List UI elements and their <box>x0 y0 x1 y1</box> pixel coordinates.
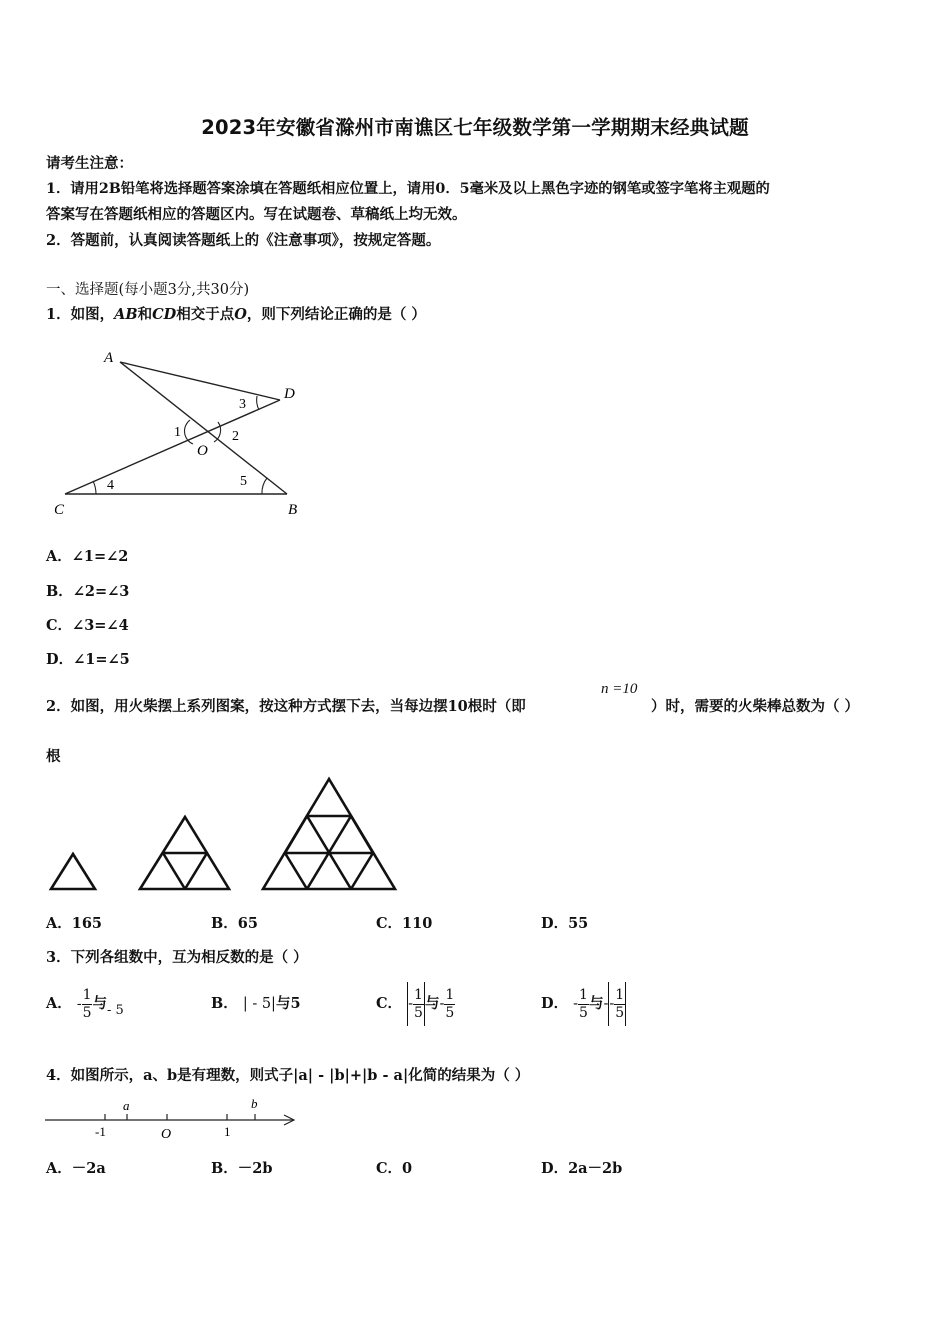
label-A: A <box>104 350 114 366</box>
triangle-size-1 <box>51 854 95 889</box>
triangle-size-3-inner <box>285 816 373 889</box>
question-2-stem-a: 2．如图，用火柴摆上系列图案，按这种方式摆下去，当每边摆10根时（即 <box>46 698 526 715</box>
label-B: B <box>288 502 298 518</box>
notice-line-1: 1．请用2B铅笔将选择题答案涂填在答题纸相应位置上，请用0．5毫米及以上黑色字迹的钢笔或签字笔将主观题的 <box>46 181 770 197</box>
label-D: D <box>284 386 295 402</box>
q3-option-d[interactable]: D． - $\frac{1}{5}$ 与-- $\frac{1}{5}$ <box>541 982 626 1026</box>
question-2-stem-c: 根 <box>46 748 61 765</box>
matchstick-triangles-figure <box>40 772 410 897</box>
line-CD <box>65 400 280 494</box>
label-b: b <box>251 1096 258 1111</box>
q4-option-b[interactable]: B．－2b <box>211 1160 273 1177</box>
number-line-figure <box>40 1092 310 1144</box>
label-angle-5: 5 <box>240 474 247 489</box>
label-O: O <box>197 443 208 459</box>
question-3-stem: 3．下列各组数中，互为相反数的是（ ） <box>46 949 308 966</box>
label-angle-3: 3 <box>239 397 246 412</box>
question-2-stem-b: ）时，需要的火柴棒总数为（ ） <box>651 698 860 715</box>
q1-option-b[interactable]: B．∠2=∠3 <box>46 583 130 600</box>
notice-line-3: 2．答题前，认真阅读答题纸上的《注意事项》，按规定答题。 <box>46 232 441 249</box>
q2-formula: n =10 <box>601 681 638 697</box>
q4-option-a[interactable]: A．－2a <box>46 1160 106 1177</box>
angle-5-arc <box>262 478 267 494</box>
q4-option-d[interactable]: D．2a－2b <box>541 1160 623 1177</box>
notice-heading: 请考生注意： <box>46 155 133 172</box>
label-C: C <box>54 502 65 518</box>
triangle-size-2-inner <box>163 853 207 889</box>
q3-option-b[interactable]: B． | - 5|与5 <box>211 995 301 1012</box>
angle-4-arc <box>93 481 96 494</box>
question-1-stem: 1．如图，AB和CD相交于点O，则下列结论正确的是（ ） <box>46 306 426 323</box>
q2-option-a[interactable]: A．165 <box>46 915 103 932</box>
q3-option-a[interactable]: A． - $\frac{1}{5}$ 与- 5 <box>46 982 124 1027</box>
label-angle-4: 4 <box>107 478 114 493</box>
q1-option-d[interactable]: D．∠1=∠5 <box>46 651 130 668</box>
q4-option-c[interactable]: C．0 <box>376 1160 413 1177</box>
label-a: a <box>123 1098 130 1113</box>
question-4-stem: 4．如图所示，a、b是有理数，则式子|a| - |b|+|b - a|化简的结果为（ ） <box>46 1067 530 1084</box>
section-heading: 一、选择题(每小题3分,共30分) <box>46 282 250 298</box>
q2-option-b[interactable]: B．65 <box>211 915 258 932</box>
notice-line-2: 答案写在答题纸相应的答题区内。写在试题卷、草稿纸上均无效。 <box>46 206 467 223</box>
angle-3-arc <box>257 396 259 410</box>
label-one: 1 <box>224 1124 231 1139</box>
label-angle-1: 1 <box>174 425 181 440</box>
q3-option-c[interactable]: C． - $\frac{1}{5}$ 与- $\frac{1}{5}$ <box>376 982 455 1026</box>
intersecting-lines-figure <box>40 340 330 525</box>
q1-option-c[interactable]: C．∠3=∠4 <box>46 617 129 634</box>
triangle-size-3 <box>263 779 395 889</box>
q3a-minus: - <box>76 996 82 1012</box>
page-title: 2023年安徽省滁州市南谯区七年级数学第一学期期末经典试题 <box>201 116 749 139</box>
q2-option-d[interactable]: D．55 <box>541 915 589 932</box>
q1-option-a[interactable]: A．∠1=∠2 <box>46 548 129 565</box>
q3a-fraction: $\frac{1}{5}$ <box>82 986 92 1021</box>
q2-option-c[interactable]: C．110 <box>376 915 433 932</box>
label-neg1: -1 <box>95 1124 106 1139</box>
angle-2-arc <box>214 422 221 442</box>
label-origin: O <box>161 1127 172 1142</box>
label-angle-2: 2 <box>232 429 239 444</box>
